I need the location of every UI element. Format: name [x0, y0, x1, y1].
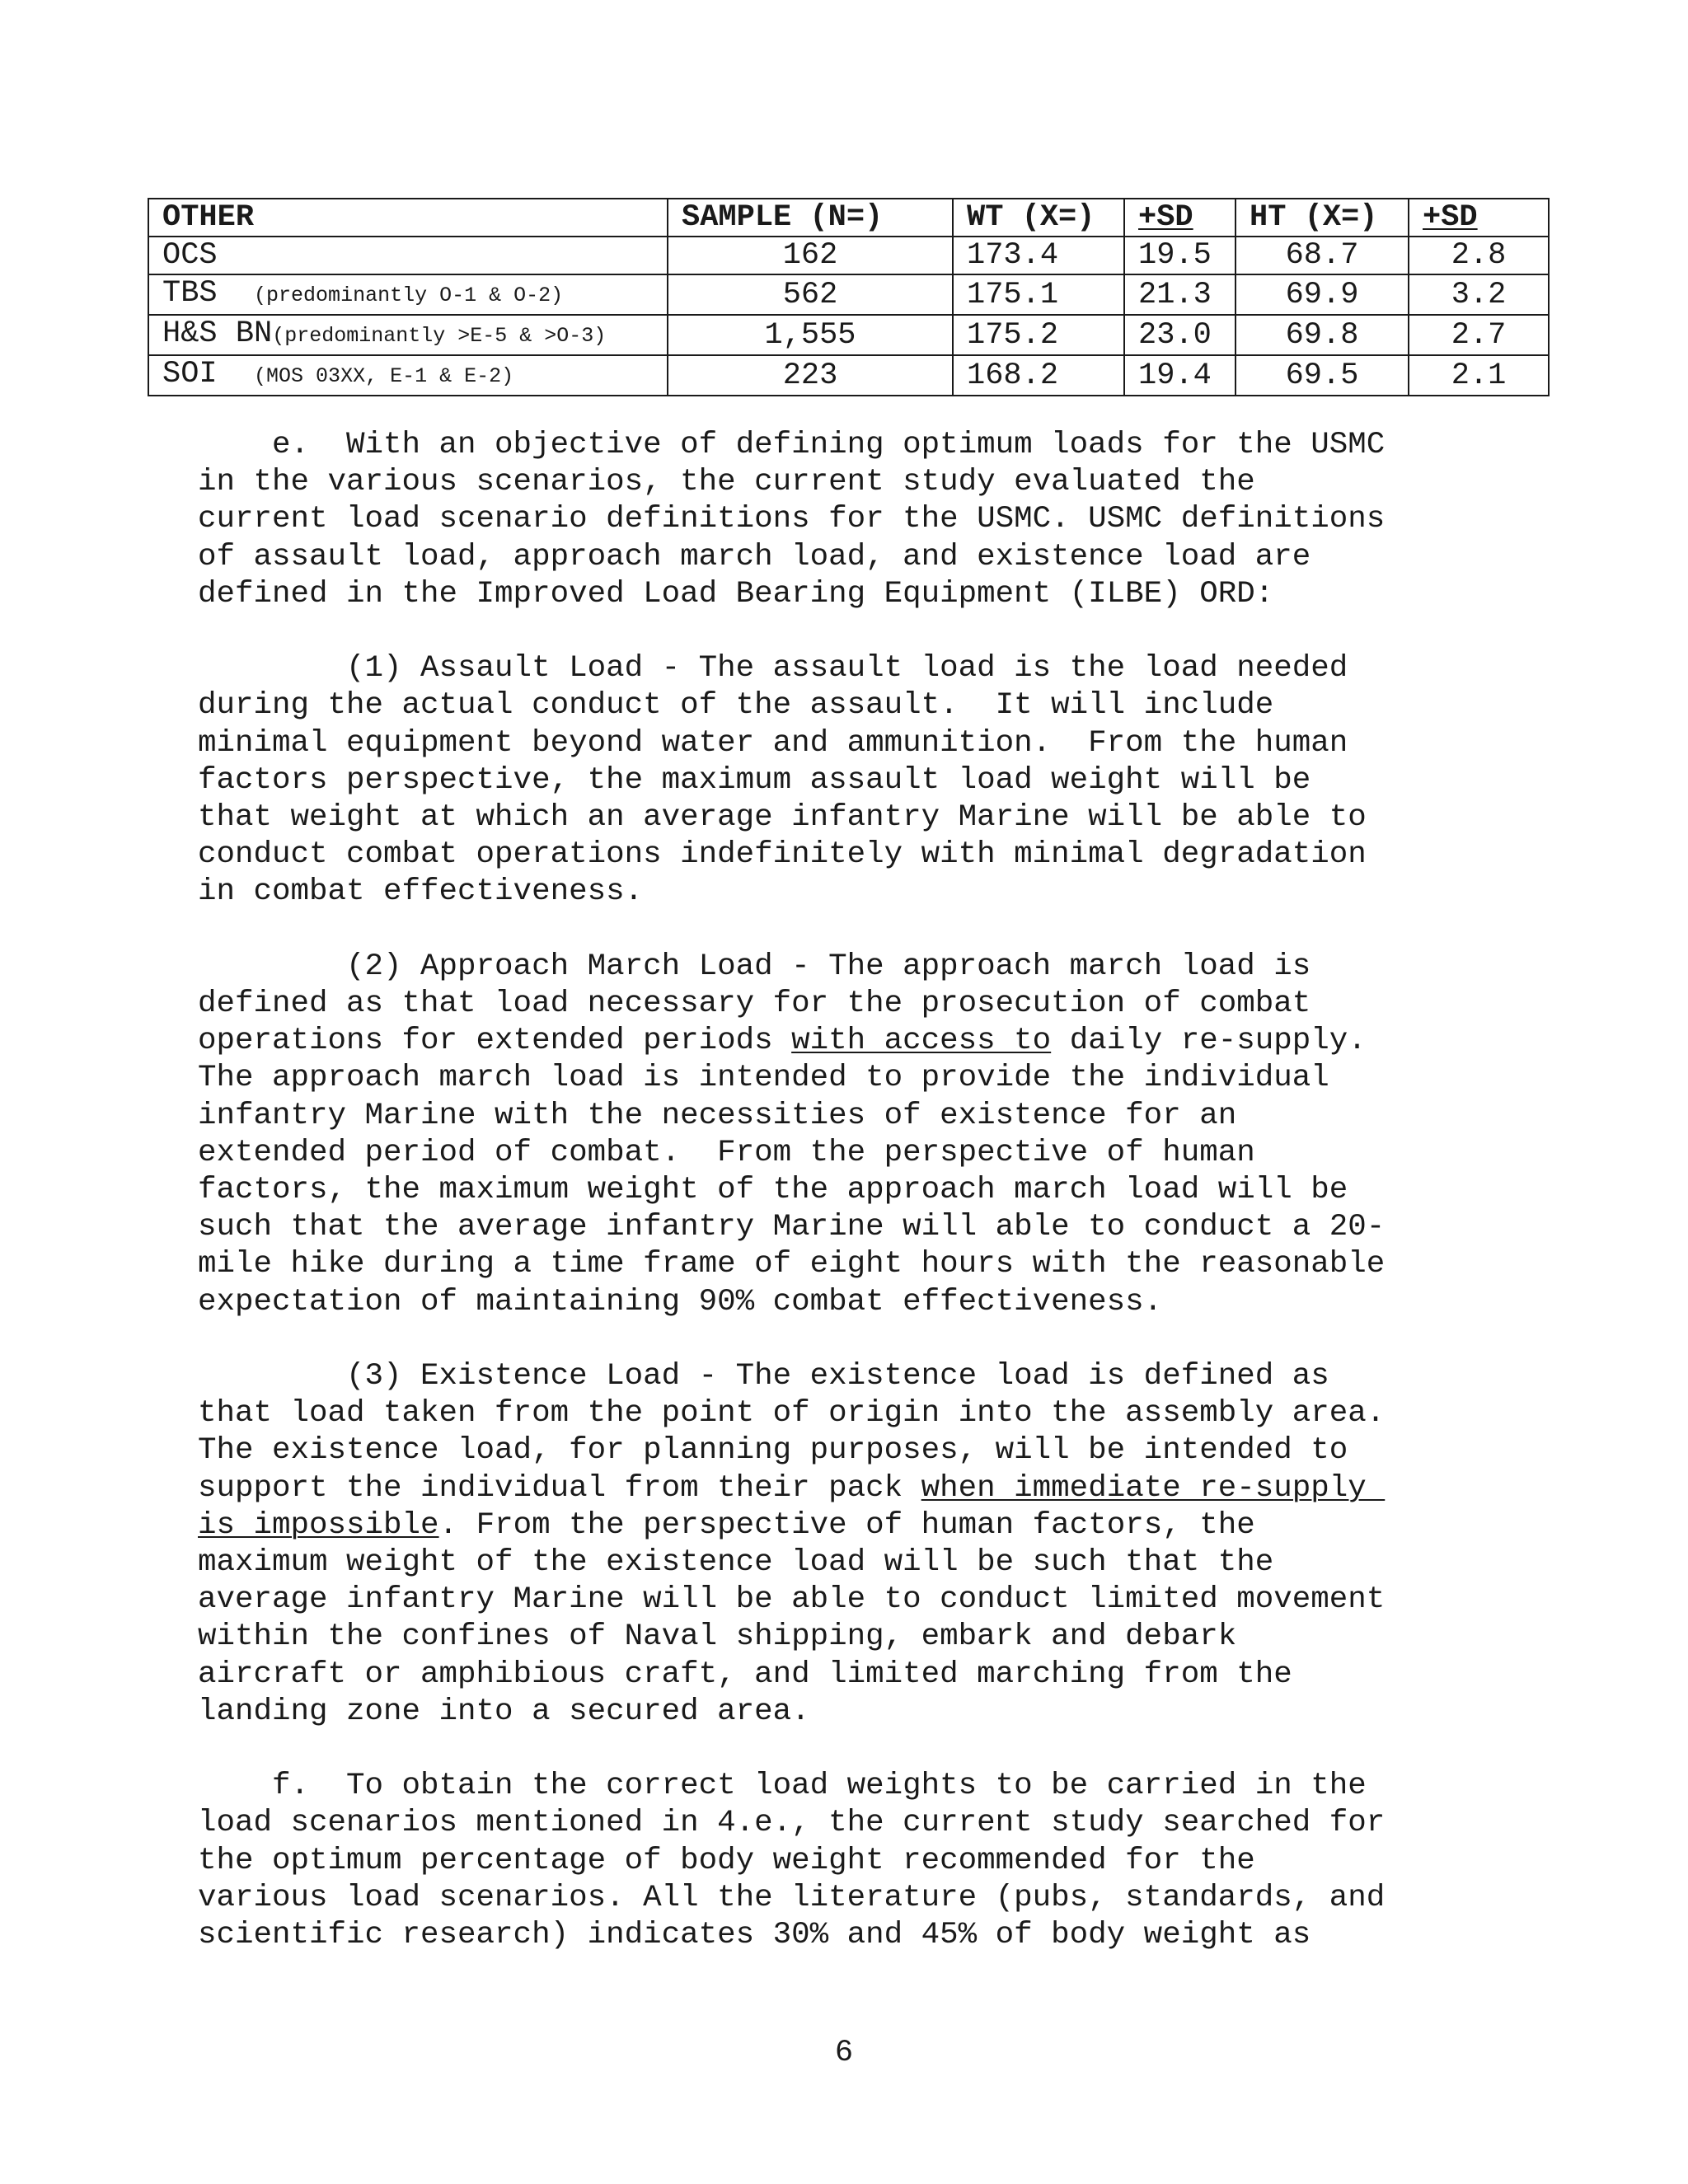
row-group-name: H&S BN(predominantly >E-5 & >O-3) — [148, 315, 668, 355]
weight-sd: 21.3 — [1124, 274, 1236, 315]
height-sd: 2.1 — [1409, 355, 1549, 396]
height-sd: 3.2 — [1409, 274, 1549, 315]
table-row — [148, 315, 1549, 355]
sample-size: 1,555 — [668, 315, 953, 355]
height-sd: 2.8 — [1409, 237, 1549, 274]
col-header-other: OTHER — [148, 199, 668, 237]
col-header-height-sd: +SD — [1409, 199, 1549, 237]
height-mean: 68.7 — [1236, 237, 1409, 274]
col-header-weight-sd: +SD — [1124, 199, 1236, 237]
table-row — [148, 237, 1549, 274]
row-qualifier: (predominantly >E-5 & >O-3) — [272, 324, 607, 348]
col-header-height: HT (X=) — [1236, 199, 1409, 237]
height-mean: 69.8 — [1236, 315, 1409, 355]
paragraph-approach-march-load: (2) Approach March Load - The approach march load is defined as that load necessary for the prosecution of combat operations for extended periods with access to daily re-supply. The approach march load is intended to provide the individual infantry Marine with the necessities of existence for an extended period of combat. From the perspective of human factors, the maximum weight of the approach march load will be such that the average infantry Marine will able to conduct a 20- mile hike during a time frame of eight hours with the reasonable expectation of maintaining 90% combat effectiveness. — [198, 949, 1386, 1319]
body-text — [198, 427, 1533, 1991]
height-sd: 2.7 — [1409, 315, 1549, 355]
height-mean: 69.5 — [1236, 355, 1409, 396]
weight-mean: 175.1 — [953, 274, 1124, 315]
weight-sd: 19.4 — [1124, 355, 1236, 396]
paragraph-assault-load: (1) Assault Load - The assault load is the load needed during the actual conduct of the assault. It will include minimal equipment beyond water and ammunition. From the human factors perspective, the maximum assault load weight will be that weight at which an average infantry Marine will be able to conduct combat operations indefinitely with minimal degradation in combat effectiveness. — [198, 651, 1367, 910]
col-header-weight: WT (X=) — [953, 199, 1124, 237]
weight-mean: 175.2 — [953, 315, 1124, 355]
sample-size: 162 — [668, 237, 953, 274]
weight-sd: 19.5 — [1124, 237, 1236, 274]
row-qualifier: (MOS 03XX, E-1 & E-2) — [254, 364, 514, 388]
paragraph-existence-load: (3) Existence Load - The existence load is defined as that load taken from the point of origin into the assembly area. The existence load, for planning purposes, will be intended to support the individual from their pack when immediate re-supply is impossible. From the perspective of human factors, the maximum weight of the existence load will be such that the average infantry Marine will be able to conduct limited movement within the confines of Naval shipping, embark and debark aircraft or amphibious craft, and limited marching from the landing zone into a secured area. — [198, 1359, 1386, 1729]
table-header-row — [148, 199, 1549, 237]
table-row — [148, 355, 1549, 396]
weight-mean: 173.4 — [953, 237, 1124, 274]
population-stats-table — [148, 198, 1550, 396]
paragraph-e: e. With an objective of defining optimum loads for the USMC in the various scenarios, the current study evaluated the current load scenario definitions for the USMC. USMC definitions of assault load, approach march load, and existence load are defined in the Improved Load Bearing Equipment (ILBE) ORD: — [198, 428, 1386, 612]
sample-size: 562 — [668, 274, 953, 315]
sample-size: 223 — [668, 355, 953, 396]
row-group-name: OCS — [148, 237, 668, 274]
underlined-phrase: with access to — [791, 1024, 1052, 1059]
table-row — [148, 274, 1549, 315]
weight-mean: 168.2 — [953, 355, 1124, 396]
col-header-sample: SAMPLE (N=) — [668, 199, 953, 237]
row-qualifier: (predominantly O-1 & O-2) — [254, 284, 564, 307]
row-group-name: TBS (predominantly O-1 & O-2) — [148, 274, 668, 315]
paragraph-f: f. To obtain the correct load weights to be carried in the load scenarios mentioned in 4.e., the current study searched for the optimum percentage of body weight recommended for the various load scenarios. All the literature (pubs, standards, and scientific research) indicates 30% and 45% of body weight as — [198, 1769, 1386, 1953]
weight-sd: 23.0 — [1124, 315, 1236, 355]
underlined-phrase: when immediate re-supply is impossible — [198, 1470, 1367, 1543]
row-group-name: SOI (MOS 03XX, E-1 & E-2) — [148, 355, 668, 396]
page-number: 6 — [834, 2036, 854, 2070]
height-mean: 69.9 — [1236, 274, 1409, 315]
